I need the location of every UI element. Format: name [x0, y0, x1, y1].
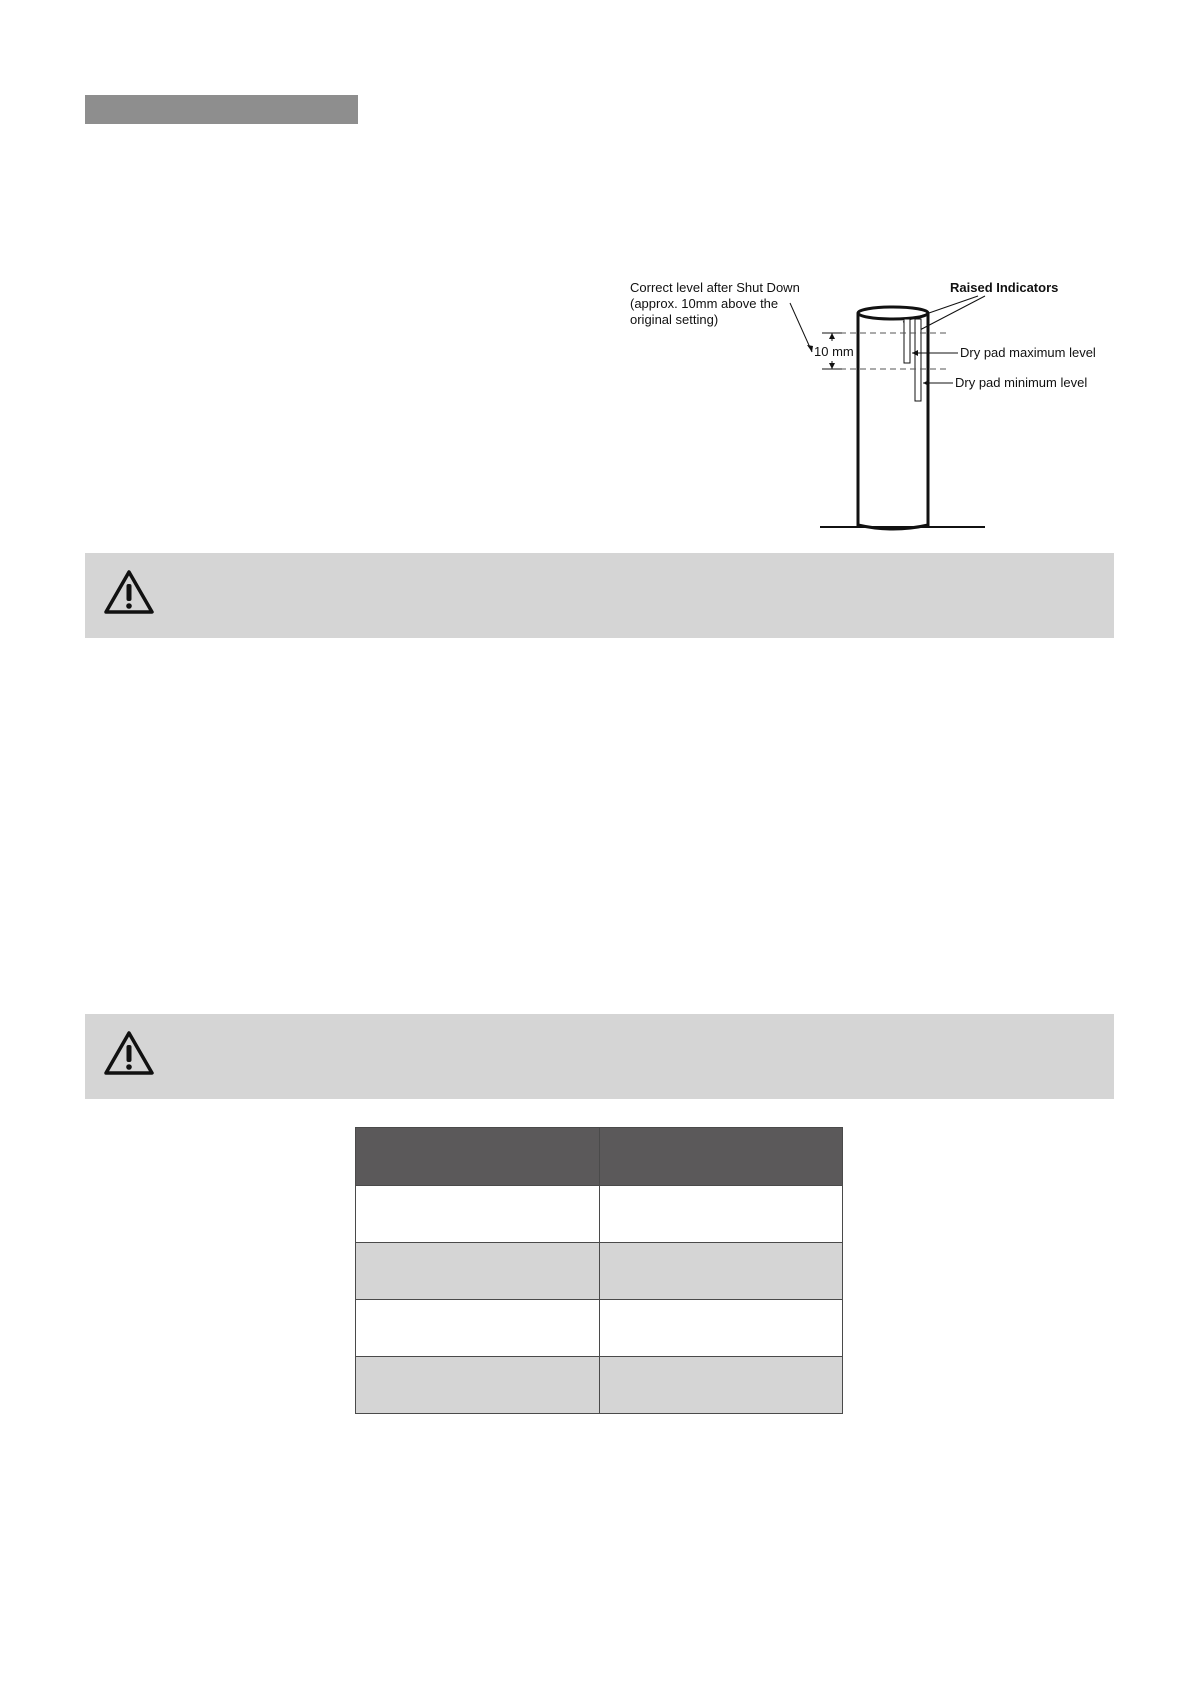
table-cell: [356, 1243, 600, 1300]
table-row: [356, 1357, 843, 1414]
table-cell: [356, 1186, 600, 1243]
table-cell: [600, 1300, 843, 1357]
table-row: [356, 1243, 843, 1300]
label-dry-pad-max-level: Dry pad maximum level: [960, 345, 1096, 360]
pointer-line-correct-level: [790, 303, 812, 352]
table-cell: [356, 1357, 600, 1414]
pointer-arrowhead-min: [923, 380, 929, 386]
raised-indicator-max: [904, 319, 910, 363]
section-header-bar: [85, 95, 358, 124]
pointer-arrowhead: [807, 345, 813, 352]
table-row: [356, 1300, 843, 1357]
label-correct-level-line3: original setting): [630, 312, 719, 327]
label-raised-indicators: Raised Indicators: [950, 280, 1059, 295]
data-table: [355, 1127, 843, 1414]
label-dry-pad-min-level: Dry pad minimum level: [955, 375, 1088, 390]
raised-indicator-min: [915, 319, 921, 401]
table-cell: [600, 1357, 843, 1414]
table-header-row: [356, 1128, 843, 1186]
dimension-arrowhead-top: [829, 333, 835, 339]
table-header-cell: [356, 1128, 600, 1186]
label-correct-level-line1: Correct level after Shut Down: [630, 280, 800, 295]
dimension-arrowhead-bottom: [829, 363, 835, 369]
indicator-tube-diagram: [620, 275, 1120, 545]
warning-box: [85, 1014, 1114, 1099]
table-cell: [600, 1186, 843, 1243]
table-cell: [600, 1243, 843, 1300]
warning-triangle-icon: [103, 1029, 155, 1077]
label-10mm: 10 mm: [814, 344, 854, 359]
table-cell: [356, 1300, 600, 1357]
warning-box: [85, 553, 1114, 638]
table-row: [356, 1186, 843, 1243]
label-correct-level-line2: (approx. 10mm above the: [630, 296, 779, 311]
tube-top-rim: [858, 307, 928, 319]
table-header-cell: [600, 1128, 843, 1186]
warning-triangle-icon: [103, 568, 155, 616]
